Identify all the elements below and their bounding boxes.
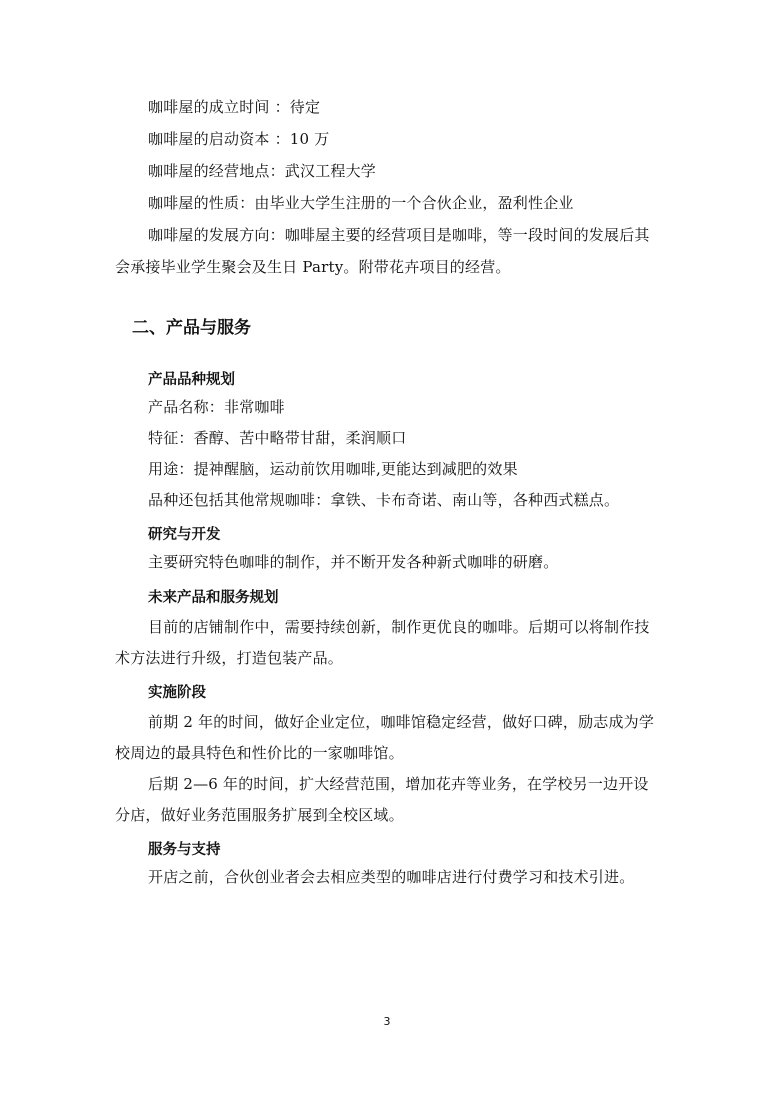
product-others-line: 品种还包括其他常规咖啡：拿铁、卡布奇诺、南山等，各种西式糕点。 bbox=[148, 491, 620, 509]
research-heading: 研究与开发 bbox=[148, 527, 221, 543]
direction-line-1: 咖啡屋的发展方向：咖啡屋主要的经营项目是咖啡，等一段时间的发展后其 bbox=[148, 226, 650, 244]
implementation-heading: 实施阶段 bbox=[148, 685, 206, 701]
service-heading: 服务与支持 bbox=[148, 842, 221, 858]
product-name-line: 产品名称：非常咖啡 bbox=[148, 398, 285, 416]
page-number: 3 bbox=[383, 1015, 391, 1028]
implementation-p1-line-1: 前期 2 年的时间，做好企业定位，咖啡馆稳定经营，做好口碑，励志成为学 bbox=[148, 713, 655, 731]
location-line: 咖啡屋的经营地点：武汉工程大学 bbox=[148, 162, 377, 180]
section-title: 二、产品与服务 bbox=[132, 318, 251, 338]
established-time-line: 咖啡屋的成立时间 ：待定 bbox=[148, 98, 321, 116]
direction-line-2: 会承接毕业学生聚会及生日 Party。附带花卉项目的经营。 bbox=[115, 258, 511, 276]
startup-capital-line: 咖啡屋的启动资本 ：10 万 bbox=[148, 130, 330, 148]
research-text: 主要研究特色咖啡的制作，并不断开发各种新式咖啡的研磨。 bbox=[148, 553, 559, 571]
product-features-line: 特征：香醇、苦中略带甘甜，柔润顺口 bbox=[148, 429, 407, 447]
nature-line: 咖啡屋的性质：由毕业大学生注册的一个合伙企业，盈利性企业 bbox=[148, 194, 574, 212]
implementation-p2-line-2: 分店，做好业务范围服务扩展到全校区域。 bbox=[115, 806, 404, 824]
product-usage-line: 用途：提神醒脑，运动前饮用咖啡,更能达到减肥的效果 bbox=[148, 460, 518, 478]
product-planning-heading: 产品品种规划 bbox=[148, 372, 235, 388]
future-line-2: 术方法进行升级，打造包装产品。 bbox=[115, 649, 344, 667]
implementation-p2-line-1: 后期 2—6 年的时间，扩大经营范围，增加花卉等业务，在学校另一边开设 bbox=[148, 775, 649, 793]
future-heading: 未来产品和服务规划 bbox=[148, 590, 279, 606]
implementation-p1-line-2: 校周边的最具特色和性价比的一家咖啡馆。 bbox=[115, 744, 404, 762]
service-text: 开店之前，合伙创业者会去相应类型的咖啡店进行付费学习和技术引进。 bbox=[148, 868, 635, 886]
future-line-1: 目前的店铺制作中，需要持续创新，制作更优良的咖啡。后期可以将制作技 bbox=[148, 618, 650, 636]
